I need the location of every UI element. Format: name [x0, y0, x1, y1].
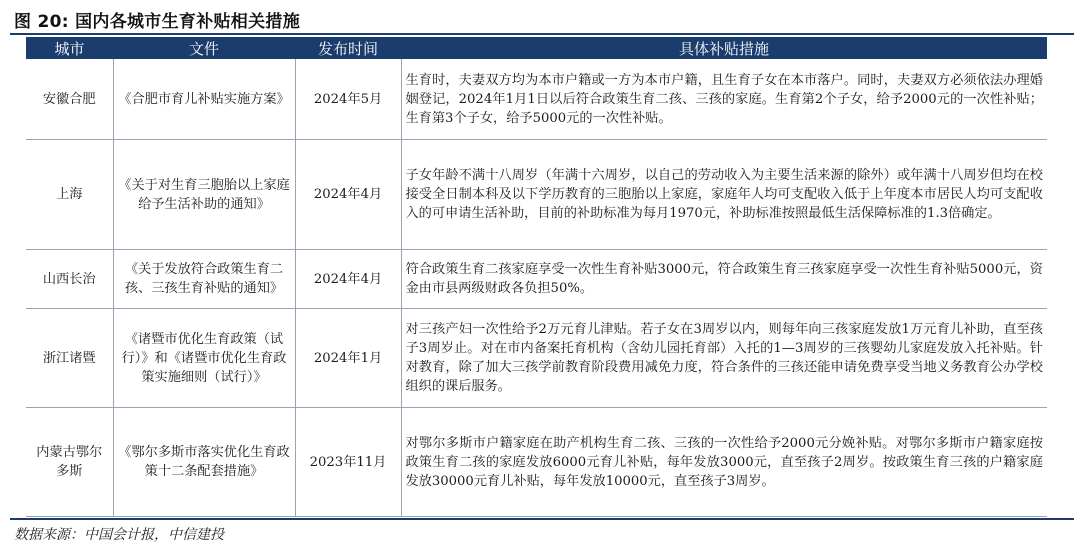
cell-detail: 生育时，夫妻双方均为本市户籍或一方为本市户籍，且生育子女在本市落户。同时，夫妻双方必须依法办理婚姻登记，2024年1月1日以后符合政策生育二孩、三孩的家庭。生育第2个子女，给予2000元的一次性补贴；生育第3个子女，给予5000元的一次性补贴。 [401, 59, 1047, 140]
cell-city: 安徽合肥 [26, 59, 113, 140]
table-header-row [26, 37, 1047, 59]
table-row [26, 140, 1047, 250]
header-detail: 具体补贴措施 [401, 37, 1047, 59]
cell-detail: 对三孩产妇一次性给予2万元育儿津贴。若子女在3周岁以内，则每年向三孩家庭发放1万元育儿补助，直至孩子3周岁止。对在市内备案托育机构（含幼儿园托育部）入托的1—3周岁的三孩婴幼儿家庭发放入托补贴。针对教育，除了加大三孩学前教育阶段费用减免力度，符合条件的三孩还能申请免费享受当地义务教育公办学校组织的课后服务。 [401, 309, 1047, 408]
cell-file: 《合肥市育儿补贴实施方案》 [113, 59, 295, 140]
cell-file: 《鄂尔多斯市落实优化生育政策十二条配套措施》 [113, 408, 295, 517]
cell-file: 《诸暨市优化生育政策（试行）》和《诸暨市优化生育政策实施细则（试行）》 [113, 309, 295, 408]
bottom-rule [10, 518, 1074, 520]
source-note: 数据来源：中国会计报，中信建投 [14, 527, 224, 543]
cell-date: 2023年11月 [295, 408, 401, 517]
header-file: 文件 [113, 37, 295, 59]
table-row [26, 250, 1047, 309]
table-row [26, 309, 1047, 408]
cell-file: 《关于发放符合政策生育二孩、三孩生育补贴的通知》 [113, 250, 295, 309]
cell-date: 2024年1月 [295, 309, 401, 408]
cell-city: 山西长治 [26, 250, 113, 309]
cell-city: 上海 [26, 140, 113, 250]
cell-file: 《关于对生育三胞胎以上家庭给予生活补助的通知》 [113, 140, 295, 250]
figure-title: 图 20: 国内各城市生育补贴相关措施 [14, 12, 300, 32]
cell-city: 浙江诸暨 [26, 309, 113, 408]
header-city: 城市 [26, 37, 113, 59]
header-date: 发布时间 [295, 37, 401, 59]
subsidy-table [26, 37, 1047, 517]
cell-date: 2024年4月 [295, 140, 401, 250]
cell-detail: 子女年龄不满十八周岁（年满十六周岁，以自己的劳动收入为主要生活来源的除外）或年满十八周岁但均在校接受全日制本科及以下学历教育的三胞胎以上家庭，家庭年人均可支配收入低于上年度本市居民人均可支配收入的可申请生活补助，目前的补助标准为每月1970元，补助标准按照最低生活保障标准的1.3倍确定。 [401, 140, 1047, 250]
table-row [26, 59, 1047, 140]
table-row [26, 408, 1047, 517]
cell-city: 内蒙古鄂尔多斯 [26, 408, 113, 517]
cell-date: 2024年5月 [295, 59, 401, 140]
cell-detail: 对鄂尔多斯市户籍家庭在助产机构生育二孩、三孩的一次性给予2000元分娩补贴。对鄂尔多斯市户籍家庭按政策生育二孩的家庭发放6000元育儿补贴，每年发放3000元，直至孩子2周岁。按政策生育三孩的户籍家庭发放30000元育儿补贴，每年发放10000元，直至孩子3周岁。 [401, 408, 1047, 517]
cell-detail: 符合政策生育二孩家庭享受一次性生育补贴3000元，符合政策生育三孩家庭享受一次性生育补贴5000元，资金由市县两级财政各负担50%。 [401, 250, 1047, 309]
top-rule [10, 33, 1074, 35]
cell-date: 2024年4月 [295, 250, 401, 309]
